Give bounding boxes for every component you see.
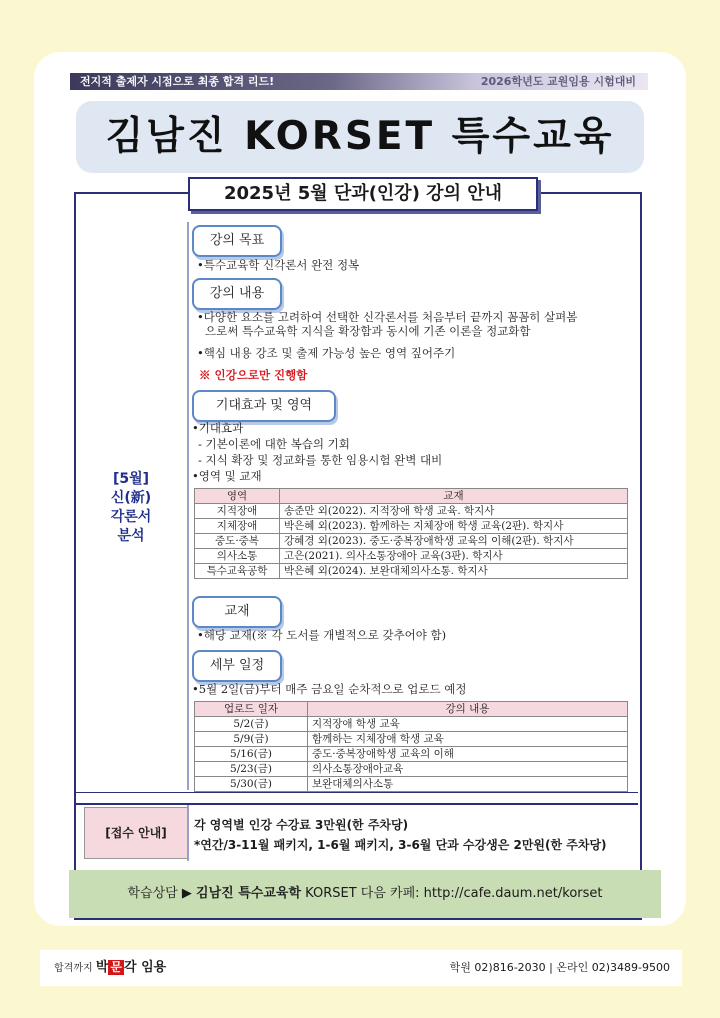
- content-item: 으로써 특수교육학 지식을 확장함과 동시에 기존 이론을 정교화함: [205, 324, 531, 338]
- footer: [40, 950, 682, 986]
- effect-item: - 기본이론에 대한 복습의 기회: [198, 437, 350, 451]
- logo-small-text: 합격까지: [54, 963, 93, 974]
- top-banner: [70, 73, 648, 90]
- apply-fee: 각 영역별 인강 수강료 3만원(한 주차당): [194, 818, 409, 832]
- section-label-effect: 기대효과 및 영역: [192, 390, 336, 422]
- top-banner-year: 2026학년도 교원임용 시험대비: [480, 75, 636, 88]
- frame-top-right: [534, 192, 640, 194]
- divider: [76, 803, 638, 805]
- apply-divider: [187, 805, 189, 861]
- apply-label: [접수 안내]: [84, 807, 188, 859]
- column-divider: [187, 222, 189, 790]
- table-row: [195, 534, 628, 549]
- table-cell: 지적장애: [195, 504, 280, 519]
- table-cell: 지체장애: [195, 519, 280, 534]
- table-row: [195, 549, 628, 564]
- table-cell: 5/30(금): [195, 777, 308, 792]
- table-cell: 의사소통장애아교육: [308, 762, 628, 777]
- table-cell: 5/23(금): [195, 762, 308, 777]
- logo-text-b: 각 임용: [123, 960, 167, 975]
- table-cell: 보완대체의사소통: [308, 777, 628, 792]
- logo-box-text: 문: [110, 960, 122, 974]
- content-item: •다양한 요소를 고려하여 선택한 신각론서를 처음부터 끝까지 꼼꼼히 살펴봄: [197, 310, 578, 324]
- apply-discount: *연간/3-11월 패키지, 1-6월 패키지, 3-6월 단과 수강생은 2만원(한 주차당): [194, 838, 607, 852]
- textbook-table: [194, 488, 628, 579]
- section-label-textbook: 교재: [192, 596, 282, 628]
- effect-item: •영역 및 교재: [192, 469, 262, 483]
- table-cell: 강혜경 외(2023). 중도·중복장애학생 교육의 이해(2판). 학지사: [280, 534, 628, 549]
- table-row: [195, 747, 628, 762]
- top-banner-slogan: 전지적 출제자 시점으로 최종 합격 리드!: [80, 75, 275, 88]
- table-header: 교재: [280, 489, 628, 504]
- side-label-line: 신(新): [110, 490, 152, 506]
- table-header: 강의 내용: [308, 702, 628, 717]
- schedule-table: [194, 701, 628, 792]
- table-cell: 5/2(금): [195, 717, 308, 732]
- side-label: [76, 470, 186, 546]
- effect-item: •기대효과: [192, 421, 244, 435]
- table-header: 업로드 일자: [195, 702, 308, 717]
- table-row: [195, 519, 628, 534]
- effect-item: - 지식 확장 및 정교화를 통한 임용시험 완벽 대비: [198, 453, 443, 467]
- table-cell: 중도·중복장애학생 교육의 이해: [308, 747, 628, 762]
- table-row: [195, 762, 628, 777]
- table-header-row: [195, 702, 628, 717]
- contact-prefix: 학습상담 ▶: [127, 886, 192, 901]
- title-box: [76, 101, 644, 173]
- logo-text-a: 박: [95, 960, 109, 975]
- online-only-note: ※ 인강으로만 진행함: [199, 368, 308, 382]
- table-row: [195, 504, 628, 519]
- table-row: [195, 777, 628, 792]
- table-cell: 함께하는 지체장애 학생 교육: [308, 732, 628, 747]
- table-cell: 5/16(금): [195, 747, 308, 762]
- section-label-schedule: 세부 일정: [192, 650, 282, 682]
- textbook-item: •해당 교재(※ 각 도서를 개별적으로 갖추어야 함): [197, 628, 447, 642]
- publisher-logo: [54, 950, 166, 987]
- table-row: [195, 732, 628, 747]
- side-label-line: 각론서: [110, 509, 152, 525]
- table-cell: 박은혜 외(2023). 함께하는 지체장애 학생 교육(2판). 학지사: [280, 519, 628, 534]
- table-cell: 지적장애 학생 교육: [308, 717, 628, 732]
- table-row: [195, 717, 628, 732]
- table-cell: 중도·중복: [195, 534, 280, 549]
- side-label-line: 분석: [117, 528, 145, 544]
- contact-bar: [69, 870, 661, 918]
- table-cell: 의사소통: [195, 549, 280, 564]
- table-cell: 5/9(금): [195, 732, 308, 747]
- schedule-item: •5월 2일(금)부터 매주 금요일 순차적으로 업로드 예정: [192, 682, 467, 696]
- section-label-content: 강의 내용: [192, 278, 282, 310]
- contact-cafe-link[interactable]: KORSET 다음 카페: http://cafe.daum.net/korset: [305, 886, 603, 901]
- table-cell: 송준만 외(2022). 지적장애 학생 교육. 학지사: [280, 504, 628, 519]
- page-subtitle: 2025년 5월 단과(인강) 강의 안내: [188, 177, 538, 211]
- content-item: •핵심 내용 강조 및 출제 가능성 높은 영역 짚어주기: [197, 346, 456, 360]
- table-cell: 특수교육공학: [195, 564, 280, 579]
- page-title: 김남진 KORSET 특수교육: [105, 114, 615, 159]
- section-label-goal: 강의 목표: [192, 225, 282, 257]
- divider: [76, 792, 638, 793]
- table-row: [195, 564, 628, 579]
- table-cell: 고은(2021). 의사소통장애아 교육(3판). 학지사: [280, 549, 628, 564]
- table-header: 영역: [195, 489, 280, 504]
- goal-item: •특수교육학 신각론서 완전 정복: [197, 258, 360, 272]
- table-header-row: [195, 489, 628, 504]
- table-cell: 박은혜 외(2024). 보완대체의사소통. 학지사: [280, 564, 628, 579]
- contact-phones: 학원 02)816-2030 | 온라인 02)3489-9500: [449, 961, 670, 974]
- contact-name: 김남진 특수교육학: [196, 886, 302, 901]
- frame-top-left: [74, 192, 190, 194]
- side-label-line: [5월]: [112, 471, 150, 487]
